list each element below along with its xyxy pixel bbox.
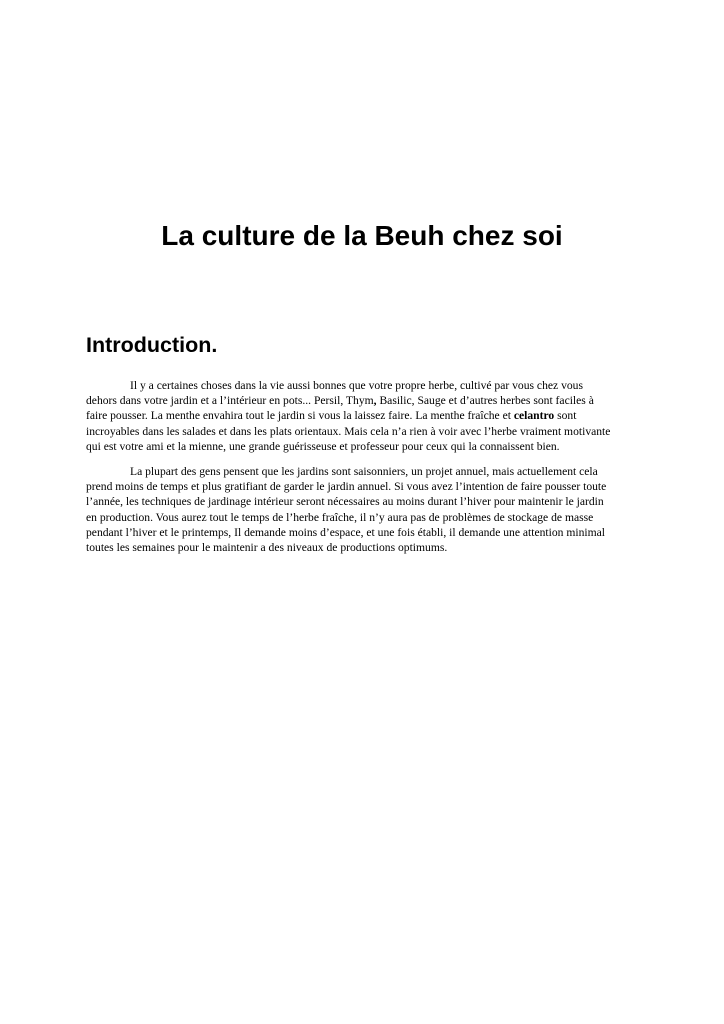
- paragraph-1-line-2-text-a: dehors dans votre jardin et a l’intérieur en pots... Persil, Thym: [86, 394, 374, 408]
- paragraph-1-line-2: [86, 393, 642, 408]
- paragraph-1: [86, 378, 642, 454]
- paragraph-1-line-1: Il y a certaines choses dans la vie aussi bonnes que votre propre herbe, cultivé par vous chez vous: [130, 379, 583, 392]
- paragraph-2-line-5: pendant l’hiver et le printemps, Il demande moins d’espace, et une fois établi, il demande une attention minimal: [86, 525, 605, 539]
- paragraph-1-line-2-text-b: Basilic, Sauge et d’autres herbes sont faciles à: [376, 394, 594, 408]
- paragraph-2-line-6: toutes les semaines pour le maintenir a des niveaux de productions optimums.: [86, 541, 448, 555]
- paragraph-2-line-3: l’année, les techniques de jardinage intérieur seront nécessaires au moins durant l’hiver pour maintenir le jardin: [86, 495, 604, 509]
- paragraph-1-line-2-bold-comma: ,: [373, 394, 377, 408]
- paragraph-2-line-4: en production. Vous aurez tout le temps de l’herbe fraîche, il n’y aura pas de problèmes de stockage de masse: [86, 510, 594, 524]
- paragraph-2: [86, 464, 642, 555]
- paragraph-1-line-3-text: faire pousser. La menthe envahira tout le jardin si vous la laissez faire. La menthe fraîche et: [86, 409, 514, 423]
- document-title: La culture de la Beuh chez soi: [161, 220, 563, 251]
- paragraph-1-line-4: incroyables dans les salades et dans les plats orientaux. Mais cela n’a rien à voir avec l’herbe vraiment motivante: [86, 424, 611, 438]
- paragraph-1-line-3-end: sont: [554, 409, 577, 423]
- paragraph-2-line-1: La plupart des gens pensent que les jardins sont saisonniers, un projet annuel, mais actuellement cela: [130, 465, 598, 478]
- section-heading-introduction: Introduction.: [86, 333, 218, 357]
- paragraph-1-line-3: [86, 408, 642, 423]
- paragraph-1-bold-term: celantro: [513, 409, 555, 423]
- paragraph-1-line-5: qui est votre ami et la mienne, une grande guérisseuse et professeur pour ceux qui la connaissent bien.: [86, 439, 560, 453]
- paragraph-2-line-2: prend moins de temps et plus gratifiant de garder le jardin annuel. Si vous avez l’intention de faire pousser toute: [86, 480, 607, 494]
